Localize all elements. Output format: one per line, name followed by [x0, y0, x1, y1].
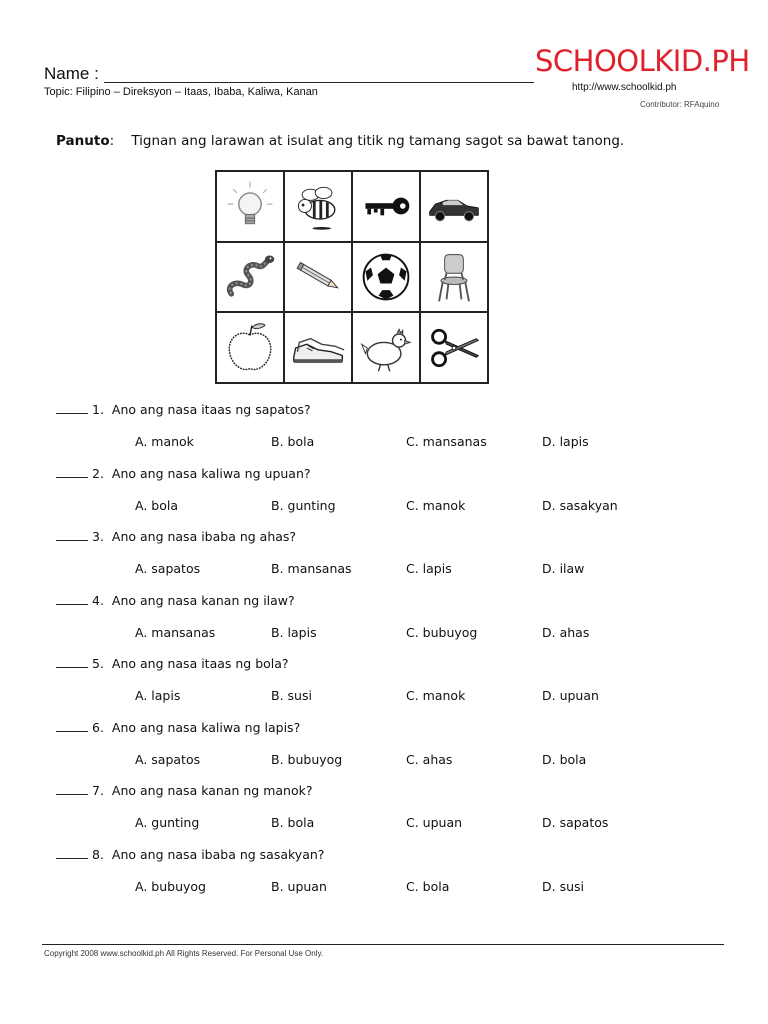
option-b: B. gunting: [271, 497, 336, 513]
option-b: B. bubuyog: [271, 751, 343, 767]
brand-logo: [535, 44, 750, 78]
question-text: Ano ang nasa ibaba ng sasakyan?: [111, 846, 325, 862]
answer-blank[interactable]: [56, 540, 88, 541]
grid-cell-car: [420, 171, 488, 242]
question-1: [56, 402, 311, 417]
option-b: B. mansanas: [271, 561, 352, 576]
option-d: D. ahas: [542, 624, 590, 640]
instruction-text: Tignan ang larawan at isulat ang titik ng tamang sagot sa bawat tanong.: [131, 133, 625, 149]
option-a: A. bola: [135, 497, 178, 513]
grid-cell-pencil: [284, 242, 352, 313]
option-b: B. lapis: [271, 624, 317, 640]
grid-cell-scissors: [420, 312, 488, 383]
car-icon: [426, 178, 482, 234]
option-a: A. bubuyog: [135, 878, 206, 894]
answer-blank[interactable]: [56, 731, 88, 732]
option-b: B. susi: [271, 688, 312, 703]
soccer-ball-icon: [358, 249, 414, 305]
option-c: C. bola: [406, 878, 450, 894]
option-c: C. upuan: [406, 815, 463, 830]
snake-icon: [222, 249, 278, 305]
answer-blank[interactable]: [56, 604, 88, 605]
instruction-label: Panuto: [56, 133, 110, 149]
question-number: 2.: [92, 465, 104, 481]
option-d: D. lapis: [542, 434, 589, 449]
grid-cell-chair: [420, 242, 488, 313]
option-c: C. manok: [406, 688, 466, 703]
question-6: [56, 720, 300, 735]
scissors-icon: [426, 320, 482, 376]
topic-line: Topic: Filipino – Direksyon – Itaas, Ibaba, Kaliwa, Kanan: [44, 86, 318, 98]
option-c: C. lapis: [406, 561, 452, 576]
grid-cell-shoes: [284, 312, 352, 383]
option-a: A. gunting: [135, 815, 200, 830]
question-text: Ano ang nasa itaas ng sapatos?: [111, 402, 311, 417]
grid-cell-lightbulb: [216, 171, 284, 242]
chicken-icon: [358, 320, 414, 376]
key-icon: [358, 178, 414, 234]
instruction: Panuto: Tignan ang larawan at isulat ang titik ng tamang sagot sa bawat tanong.: [56, 133, 625, 149]
answer-blank[interactable]: [56, 477, 88, 478]
answer-blank[interactable]: [56, 413, 88, 414]
lightbulb-icon: [222, 178, 278, 234]
brand-url[interactable]: http://www.schoolkid.ph: [572, 82, 677, 93]
question-2: [56, 466, 311, 481]
option-c: C. bubuyog: [406, 624, 478, 640]
option-a: A. mansanas: [135, 624, 216, 640]
question-4: [56, 593, 295, 608]
option-d: D. sasakyan: [542, 497, 618, 513]
option-b: B. bola: [271, 434, 315, 449]
question-8: [56, 847, 324, 862]
question-number: 3.: [92, 529, 104, 544]
question-number: 8.: [92, 846, 104, 862]
grid-cell-apple: [216, 312, 284, 383]
option-d: D. ilaw: [542, 561, 585, 576]
footer-divider: [42, 944, 724, 945]
option-a: A. manok: [135, 434, 194, 449]
option-d: D. bola: [542, 751, 587, 767]
picture-grid: [215, 170, 489, 384]
name-field-line[interactable]: [104, 82, 534, 83]
question-number: 4.: [92, 592, 104, 608]
option-c: C. ahas: [406, 751, 453, 767]
question-number: 6.: [92, 719, 104, 735]
footer-copyright: Copyright 2008 www.schoolkid.ph All Rights Reserved. For Personal Use Only.: [44, 949, 324, 958]
option-c: C. manok: [406, 497, 466, 513]
name-label: Name :: [44, 64, 99, 83]
question-5: [56, 656, 289, 671]
grid-cell-snake: [216, 242, 284, 313]
option-a: A. lapis: [135, 688, 181, 703]
option-a: A. sapatos: [135, 751, 201, 767]
option-b: B. bola: [271, 815, 315, 830]
question-number: 5.: [92, 656, 104, 671]
grid-cell-soccer-ball: [352, 242, 420, 313]
question-text: Ano ang nasa kaliwa ng upuan?: [111, 465, 311, 481]
chair-icon: [426, 249, 482, 305]
question-text: Ano ang nasa itaas ng bola?: [111, 656, 289, 671]
answer-blank[interactable]: [56, 667, 88, 668]
option-d: D. susi: [542, 878, 584, 894]
question-3: [56, 529, 296, 544]
bee-icon: [290, 178, 346, 234]
question-number: 7.: [92, 783, 104, 798]
option-b: B. upuan: [271, 878, 327, 894]
apple-icon: [222, 320, 278, 376]
option-d: D. sapatos: [542, 815, 609, 830]
pencil-icon: [290, 249, 346, 305]
answer-blank[interactable]: [56, 858, 88, 859]
contributor: Contributor: RFAquino: [640, 100, 720, 109]
shoes-icon: [290, 320, 346, 376]
question-7: [56, 783, 312, 798]
option-d: D. upuan: [542, 688, 599, 703]
grid-cell-chicken: [352, 312, 420, 383]
question-text: Ano ang nasa kaliwa ng lapis?: [111, 719, 301, 735]
answer-blank[interactable]: [56, 794, 88, 795]
question-text: Ano ang nasa kanan ng ilaw?: [111, 592, 295, 608]
grid-cell-key: [352, 171, 420, 242]
option-c: C. mansanas: [406, 434, 487, 449]
grid-cell-bee: [284, 171, 352, 242]
question-text: Ano ang nasa kanan ng manok?: [111, 783, 313, 798]
question-text: Ano ang nasa ibaba ng ahas?: [111, 529, 297, 544]
option-a: A. sapatos: [135, 561, 201, 576]
question-number: 1.: [92, 402, 104, 417]
brand-logo-text: SCHOOLKID.PH: [535, 44, 750, 78]
